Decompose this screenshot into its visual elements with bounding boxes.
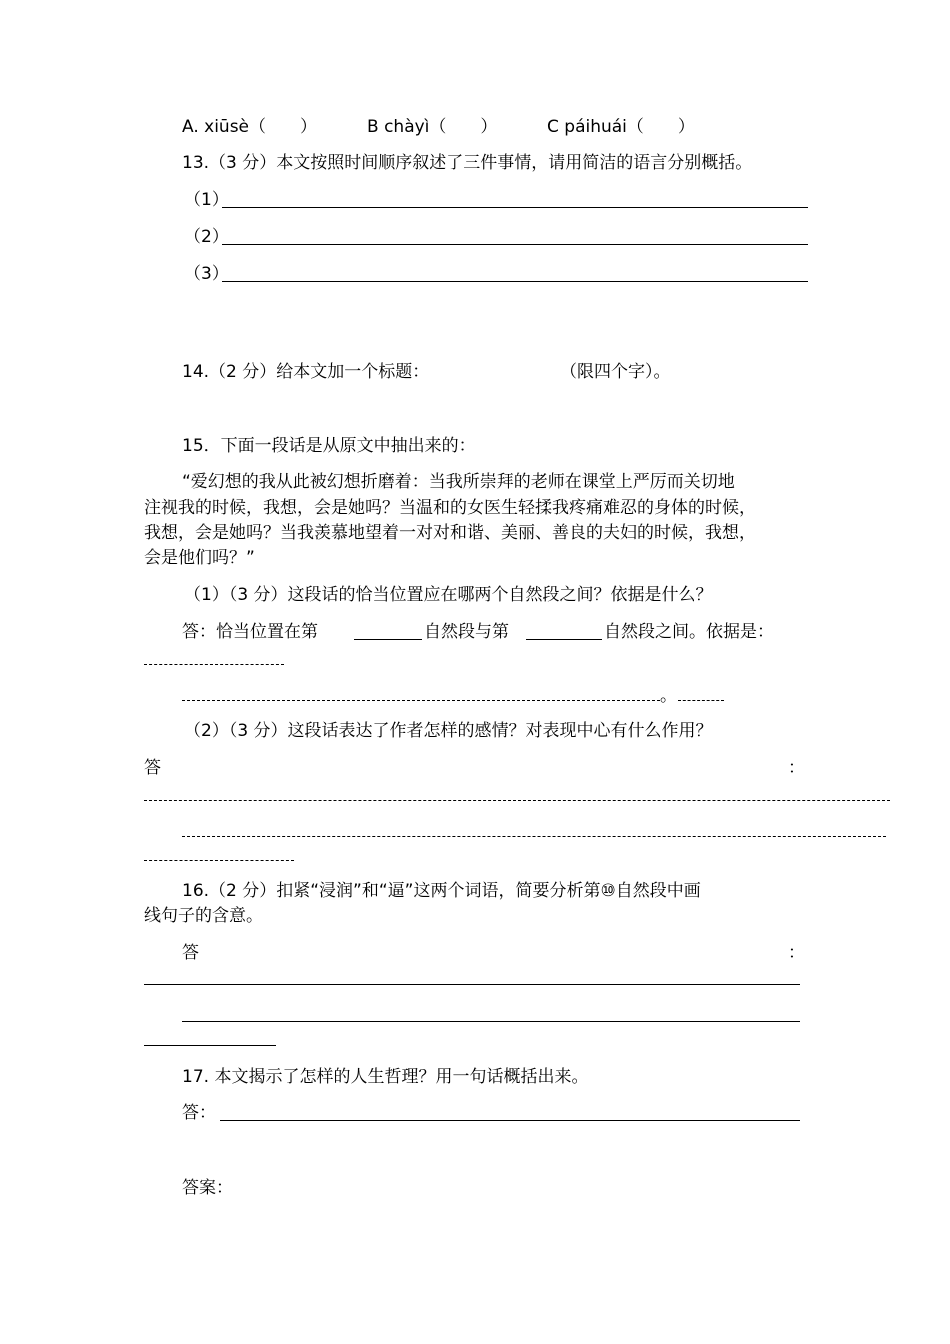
option-b-pinyin: B chàyì（ ） [367,117,498,137]
q15-quote-line-3: 我想，会是她吗？当我羡慕地望着一对对和谐、美丽、善良的夫妇的时候，我想， [144,523,756,543]
option-c-pinyin: C páihuái（ ） [547,117,695,137]
q16-answer-line-3[interactable] [144,1045,276,1046]
q15-ans1-basis-line-2[interactable] [182,700,660,701]
q13-item-1-label: （1） [184,190,229,210]
q13-item-2-label: （2） [184,227,229,247]
q15-ans1-a: 答：恰当位置在第 [182,622,318,642]
q16-answer-line-2[interactable] [182,1021,800,1022]
q15-ans2-line-2[interactable] [182,836,886,837]
q16-stem-line-2: 线句子的含意。 [144,906,263,926]
q13-answer-line-1[interactable] [222,207,808,208]
q14-note: （限四个字）。 [560,362,671,382]
q15-quote-line-1: “爱幻想的我从此被幻想折磨着：当我所崇拜的老师在课堂上严厉而关切地 [182,472,735,492]
q15-blank-paragraph-2[interactable] [526,639,602,640]
q16-answer-line-1[interactable] [144,984,800,985]
q15-ans2-line-1[interactable] [144,800,890,801]
q15-ans1-b: 自然段与第 [424,622,509,642]
q14-stem: 14.（2 分）给本文加一个标题： [182,362,430,382]
option-a-pinyin: A. xiūsè（ ） [182,117,318,137]
q13-answer-line-2[interactable] [222,244,808,245]
q13-answer-line-3[interactable] [222,281,808,282]
q13-item-3-label: （3） [184,264,229,284]
q15-ans1-c: 自然段之间。依据是： [604,622,774,642]
q17-answer-line[interactable] [220,1120,800,1121]
q15-ans2-label: 答 [144,758,161,778]
q15-quote-line-2: 注视我的时候，我想，会是她吗？当温和的女医生轻揉我疼痛难忍的身体的时候， [144,498,756,518]
q16-stem-line-1: 16.（2 分）扣紧“浸润”和“逼”这两个词语，简要分析第⑩自然段中画 [182,881,701,901]
q15-ans1-basis-line-1[interactable] [144,664,284,665]
answers-heading: 答案： [182,1178,233,1198]
q15-quote-line-4: 会是他们吗？” [144,548,255,568]
q17-ans-label: 答： [182,1103,216,1123]
q15-sub2: （2）（3 分）这段话表达了作者怎样的感情？对表现中心有什么作用？ [184,721,713,741]
q15-ans1-basis-line-2-tail[interactable] [678,700,724,701]
q17-stem: 17. 本文揭示了怎样的人生哲理？用一句话概括出来。 [182,1067,589,1087]
q15-ans1-end-mark: 。 [660,686,677,706]
q16-ans-colon: ： [788,943,805,963]
q15-sub1: （1）（3 分）这段话的恰当位置应在哪两个自然段之间？依据是什么？ [184,585,713,605]
q13-stem: 13.（3 分）本文按照时间顺序叙述了三件事情，请用简洁的语言分别概括。 [182,153,753,173]
q15-blank-paragraph-1[interactable] [354,639,422,640]
q15-stem: 15．下面一段话是从原文中抽出来的： [182,436,476,456]
q16-ans-label: 答 [182,943,199,963]
q15-ans2-colon: ： [788,758,805,778]
q15-ans2-line-3[interactable] [144,860,294,861]
